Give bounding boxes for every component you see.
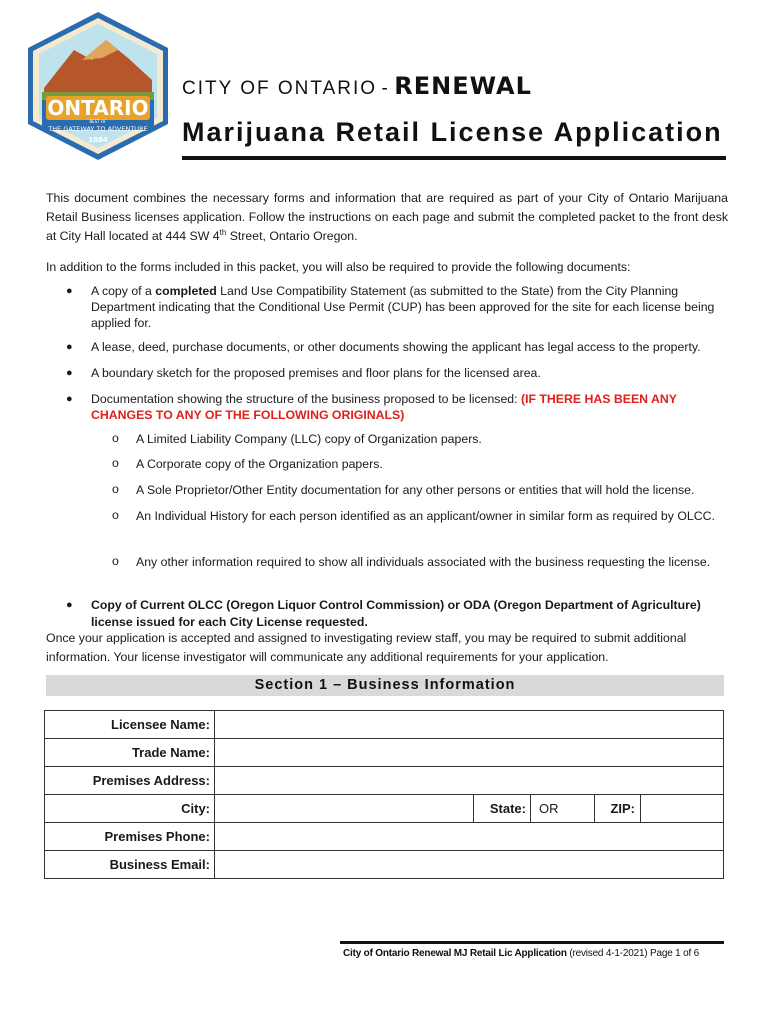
licensee-name-label: Licensee Name: [45, 711, 215, 738]
business-email-field[interactable] [215, 851, 723, 879]
city-label: City: [45, 795, 215, 822]
logo-year-text: 1884 [88, 136, 108, 144]
renewal-label: RENEWAL [394, 72, 532, 100]
intro-text-b: Street, Ontario Oregon. [226, 229, 358, 243]
intro-text-a: This document combines the necessary forms and information that are required as part of your City of Ontario Marijuana Retail Business licenses application. Follow the instructions on each page and submit the completed packet to the front desk at City Hall located at 444 SW 4 [46, 191, 728, 243]
sub-item-text: An Individual History for each person identified as an applicant/owner in similar form as required by OLCC. [136, 509, 715, 523]
item-text: Documentation showing the structure of the business proposed to be licensed: [91, 392, 521, 406]
premises-address-field[interactable] [215, 767, 723, 794]
business-email-label: Business Email: [45, 851, 215, 879]
intro-paragraph-2: In addition to the forms included in this packet, you will also be required to provide the following documents: [46, 260, 631, 274]
form-row-premises [45, 767, 723, 795]
business-info-form [44, 710, 724, 879]
section-header: Section 1 – Business Information [46, 675, 724, 696]
zip-label: ZIP: [594, 795, 640, 822]
item-bold-text: completed [155, 284, 217, 298]
sub-bullet-icon: o [112, 554, 119, 568]
bullet-icon: ● [66, 599, 73, 611]
premises-phone-label: Premises Phone: [45, 823, 215, 850]
form-row-city [45, 795, 723, 823]
form-row-phone [45, 823, 723, 851]
item-text: A copy of a [91, 284, 156, 298]
intro-paragraph [46, 189, 728, 246]
sub-item-text: A Corporate copy of the Organization papers. [136, 457, 383, 471]
trade-name-label: Trade Name: [45, 739, 215, 766]
form-row-trade [45, 739, 723, 767]
bullet-icon: ● [66, 285, 73, 297]
sub-item-text: Any other information required to show all individuals associated with the business requesting the license. [136, 555, 711, 569]
closing-paragraph: Once your application is accepted and assigned to investigating review staff, you may be required to submit additional information. Your license investigator will communicate any additional requirements for your application. [46, 631, 687, 664]
item-text: A boundary sketch for the proposed premises and floor plans for the licensed area. [91, 366, 541, 380]
state-field[interactable]: OR [530, 795, 594, 822]
city-logo [22, 10, 174, 162]
footer-doc-name: City of Ontario Renewal MJ Retail Lic Application [343, 948, 567, 959]
city-field[interactable] [215, 795, 473, 822]
footer-page-info: (revised 4-1-2021) Page 1 of 6 [566, 948, 699, 959]
licensee-name-field[interactable] [215, 711, 723, 738]
form-row-licensee [45, 711, 723, 739]
bullet-icon: ● [66, 341, 73, 353]
sub-bullet-icon: o [112, 456, 119, 470]
bullet-icon: ● [66, 393, 73, 405]
page-footer [343, 948, 699, 959]
form-row-email [45, 851, 723, 879]
city-name: CITY OF ONTARIO [182, 78, 378, 99]
sub-item-text: A Limited Liability Company (LLC) copy of Organization papers. [136, 432, 482, 446]
logo-name-text: ONTARIO [47, 96, 149, 120]
sub-bullet-icon: o [112, 482, 119, 496]
premises-address-label: Premises Address: [45, 767, 215, 794]
premises-phone-field[interactable] [215, 823, 723, 850]
item-text: A lease, deed, purchase documents, or other documents showing the applicant has legal access to the property. [91, 340, 701, 354]
page-title: Marijuana Retail License Application [182, 117, 723, 147]
logo-tagline-text: THE GATEWAY TO ADVENTURE [48, 125, 148, 133]
zip-field[interactable] [640, 795, 723, 822]
bullet-icon: ● [66, 367, 73, 379]
sub-bullet-icon: o [112, 431, 119, 445]
trade-name-field[interactable] [215, 739, 723, 766]
intro-superscript: th [219, 227, 227, 237]
item-bold-text: Copy of Current OLCC (Oregon Liquor Control Commission) or ODA (Oregon Department of Agriculture) license issued for each City License requested. [91, 598, 701, 629]
item-text: Land Use Compatibility Statement (as submitted to the State) from the City Planning Department indicating that the Conditional Use Permit (CUP) has been approved for the site for each license being applied for. [91, 284, 715, 330]
header-dash: - [381, 78, 390, 99]
header-line [182, 72, 532, 100]
state-label: State: [473, 795, 530, 822]
item-warning-text: (IF THERE HAS BEEN ANY CHANGES TO ANY OF THE FOLLOWING ORIGINALS) [91, 392, 677, 422]
sub-item-text: A Sole Proprietor/Other Entity documentation for any other persons or entities that will hold the license. [136, 483, 695, 497]
footer-rule [340, 941, 724, 944]
logo-small-text: BEST OF [89, 119, 107, 124]
sub-bullet-icon: o [112, 508, 119, 522]
title-rule [182, 156, 726, 160]
